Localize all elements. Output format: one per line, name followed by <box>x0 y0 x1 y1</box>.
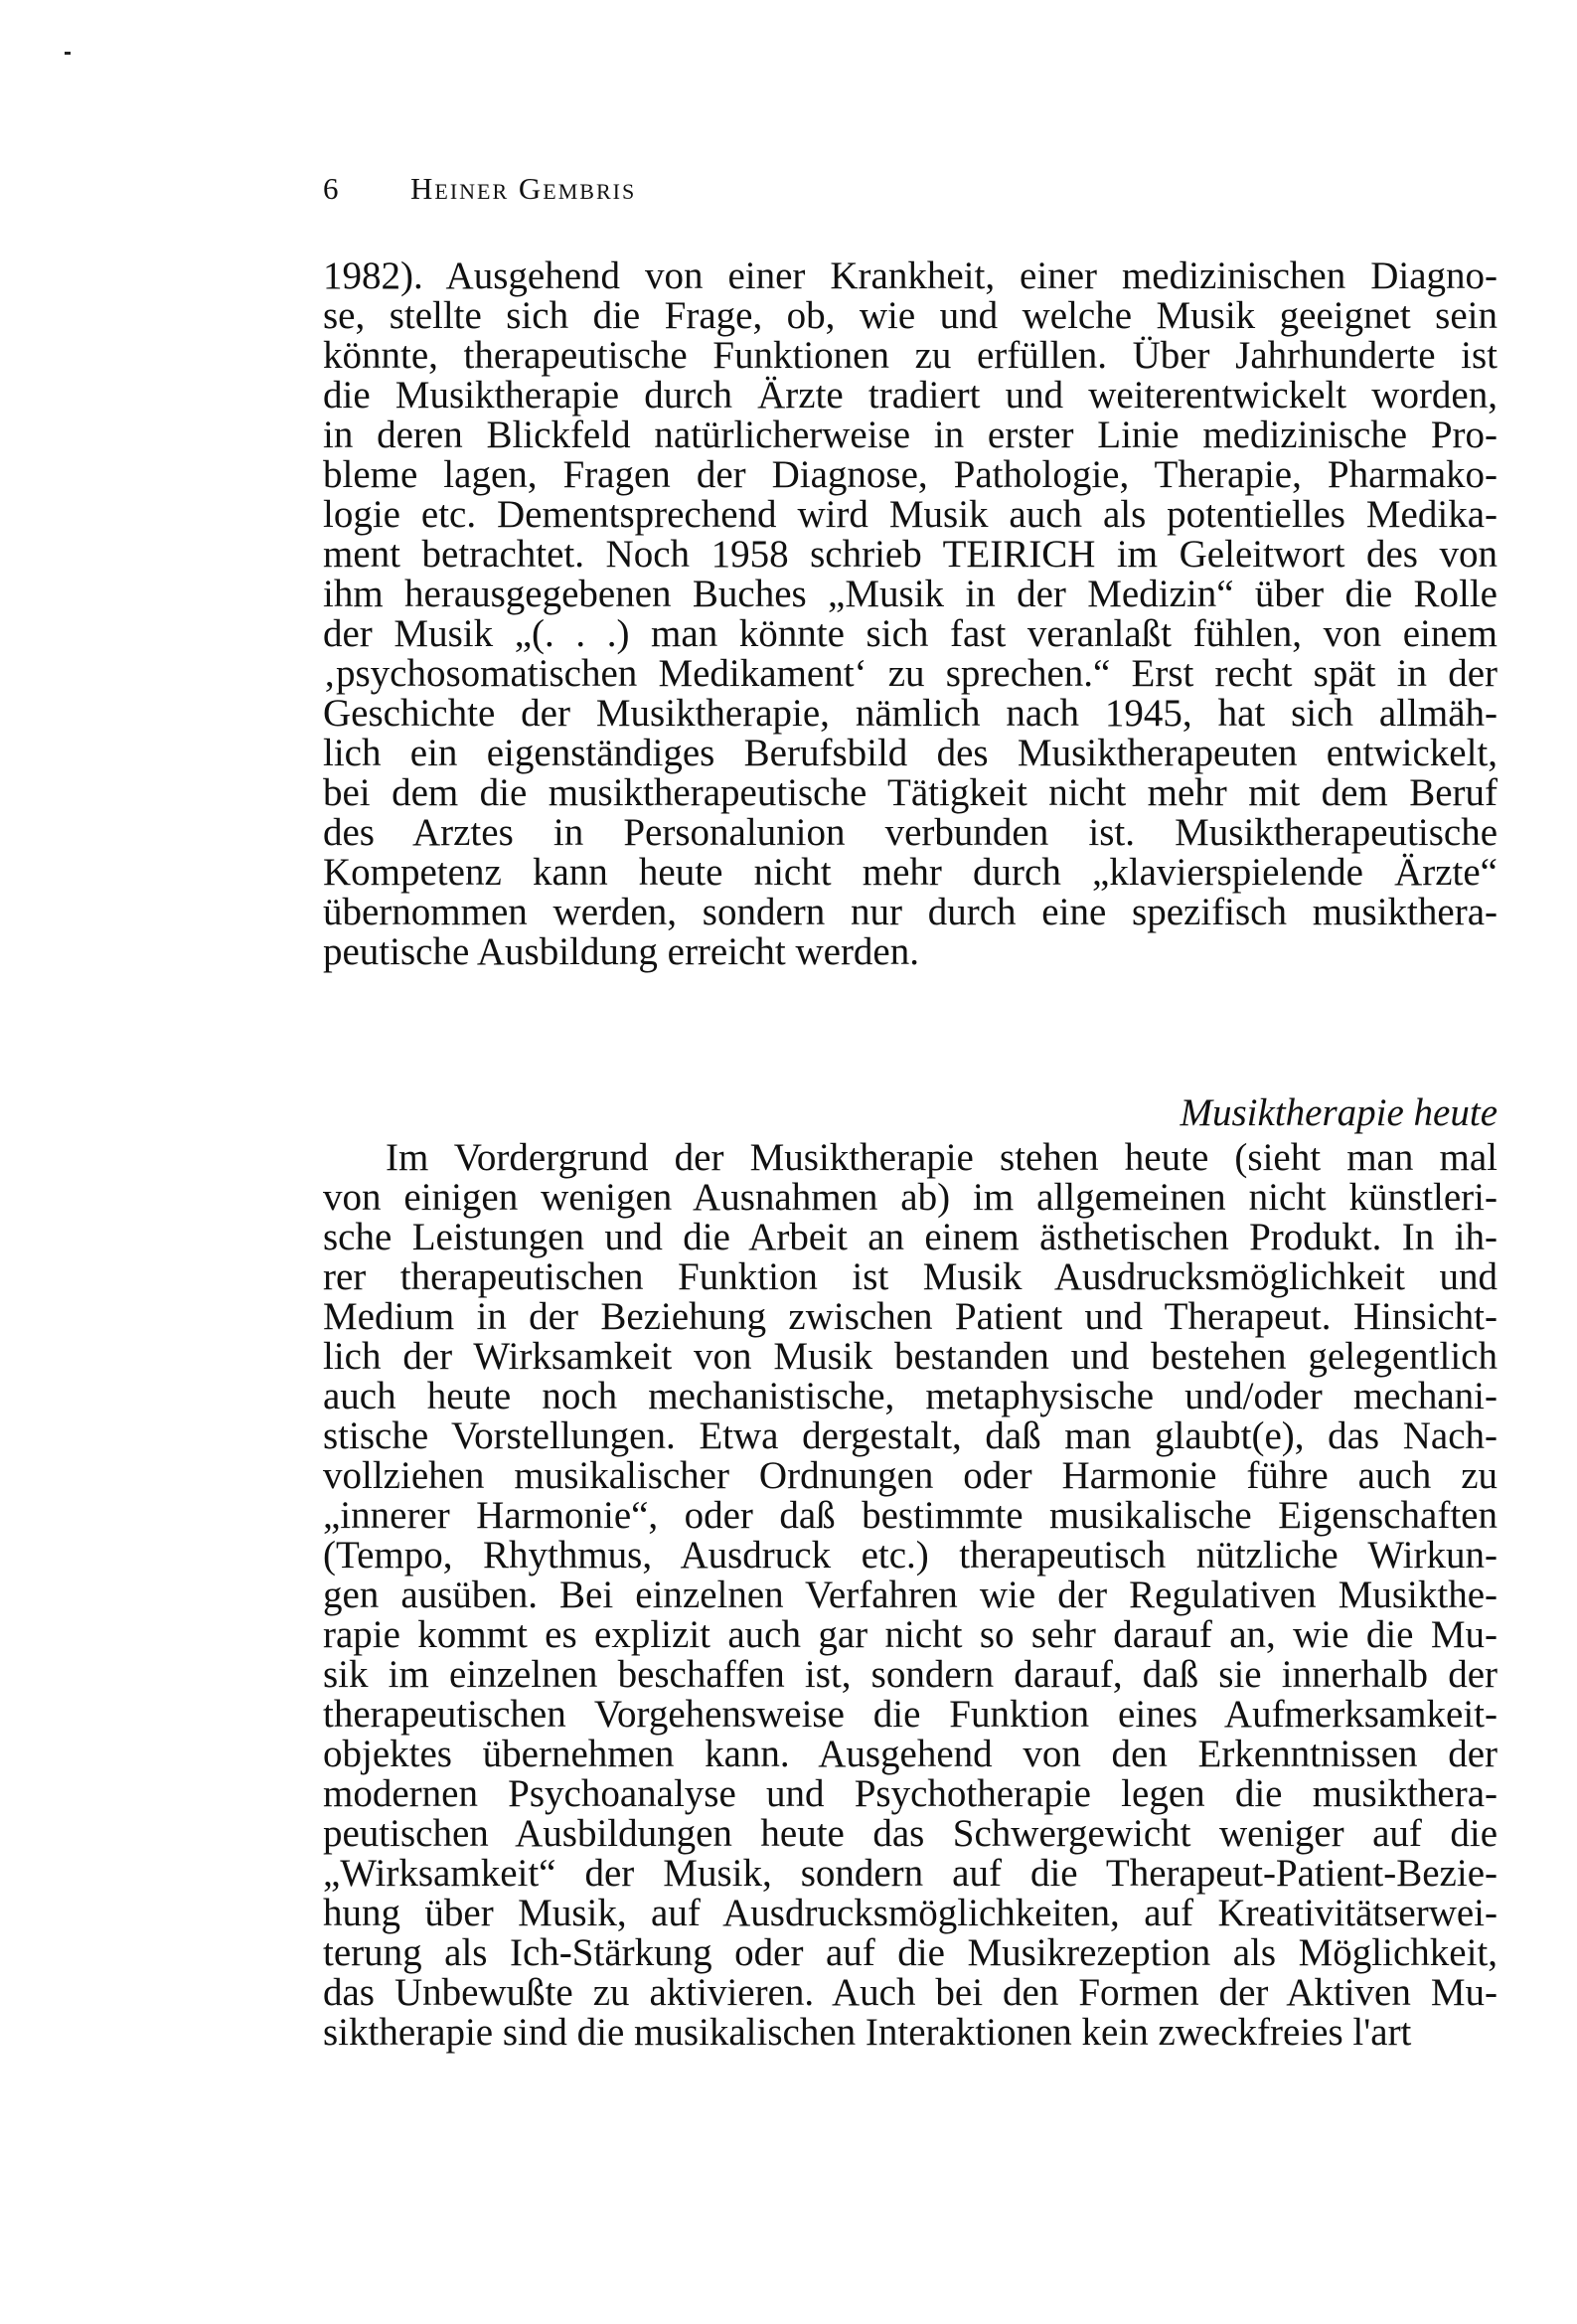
text-line: objektes übernehmen kann. Ausgehend von den Erkenntnissen der <box>323 1733 1498 1775</box>
text-line: „innerer Harmonie“, oder daß bestimmte musikalische Eigenschaften <box>323 1494 1498 1537</box>
text-line: bleme lagen, Fragen der Diagnose, Pathologie, Therapie, Pharmako- <box>323 453 1498 496</box>
text-line: rapie kommt es explizit auch gar nicht so sehr darauf an, wie die Mu- <box>323 1613 1498 1656</box>
text-line: ihm herausgegebenen Buches „Musik in der Medizin“ über die Rolle <box>323 573 1498 615</box>
scan-mark <box>65 52 71 55</box>
text-line: vollziehen musikalischer Ordnungen oder Harmonie führe auch zu <box>323 1454 1498 1497</box>
text-line: stische Vorstellungen. Etwa dergestalt, daß man glaubt(e), das Nach- <box>323 1414 1498 1457</box>
text-line: hung über Musik, auf Ausdrucksmöglichkeiten, auf Kreativitätserwei- <box>323 1892 1498 1934</box>
text-line: se, stellte sich die Frage, ob, wie und welche Musik geeignet sein <box>323 294 1498 337</box>
text-line: von einigen wenigen Ausnahmen ab) im allgemeinen nicht künstleri- <box>323 1176 1498 1219</box>
text-line: sik im einzelnen beschaffen ist, sondern darauf, daß sie innerhalb der <box>323 1653 1498 1696</box>
text-line: auch heute noch mechanistische, metaphysische und/oder mechani- <box>323 1375 1498 1417</box>
text-line: ‚psychosomatischen Medikament‘ zu sprechen.“ Erst recht spät in der <box>323 652 1498 695</box>
text-line: modernen Psychoanalyse und Psychotherapie legen die musikthera- <box>323 1772 1498 1815</box>
running-head <box>323 169 636 209</box>
running-head-author: Heiner Gembris <box>410 171 637 206</box>
text-line: das Unbewußte zu aktivieren. Auch bei den Formen der Aktiven Mu- <box>323 1971 1498 2014</box>
text-line: die Musiktherapie durch Ärzte tradiert und weiterentwickelt worden, <box>323 374 1498 416</box>
text-line: in deren Blickfeld natürlicherweise in erster Linie medizinische Pro- <box>323 414 1498 456</box>
text-line: ment betrachtet. Noch 1958 schrieb TEIRICH im Geleitwort des von <box>323 533 1498 576</box>
page-number: 6 <box>323 171 340 206</box>
text-line: 1982). Ausgehend von einer Krankheit, einer medizinischen Diagno- <box>323 254 1498 297</box>
text-line: lich ein eigenständiges Berufsbild des Musiktherapeuten entwickelt, <box>323 732 1498 774</box>
text-line: bei dem die musiktherapeutische Tätigkeit nicht mehr mit dem Beruf <box>323 771 1498 814</box>
text-line: Medium in der Beziehung zwischen Patient und Therapeut. Hinsicht- <box>323 1295 1498 1338</box>
text-line: logie etc. Dementsprechend wird Musik auch als potentielles Medika- <box>323 493 1498 536</box>
text-line: therapeutischen Vorgehensweise die Funktion eines Aufmerksamkeit- <box>323 1693 1498 1736</box>
text-line: lich der Wirksamkeit von Musik bestanden und bestehen gelegentlich <box>323 1335 1498 1378</box>
text-line: der Musik „(. . .) man könnte sich fast veranlaßt fühlen, von einem <box>323 612 1498 655</box>
text-line: peutischen Ausbildungen heute das Schwergewicht weniger auf die <box>323 1812 1498 1855</box>
text-line: terung als Ich-Stärkung oder auf die Musikrezeption als Möglichkeit, <box>323 1931 1498 1974</box>
paragraph-musiktherapie-heute <box>323 1138 1498 2053</box>
text-line: (Tempo, Rhythmus, Ausdruck etc.) therapeutisch nützliche Wirkun- <box>323 1534 1498 1577</box>
section-heading: Musiktherapie heute <box>1180 1091 1498 1134</box>
text-line: sche Leistungen und die Arbeit an einem ästhetischen Produkt. In ih- <box>323 1216 1498 1258</box>
text-line: siktherapie sind die musikalischen Interaktionen kein zweckfreies l'art <box>323 2011 1412 2054</box>
paragraph-continued <box>323 256 1498 972</box>
text-line: Geschichte der Musiktherapie, nämlich nach 1945, hat sich allmäh- <box>323 692 1498 735</box>
text-line: „Wirksamkeit“ der Musik, sondern auf die Therapeut-Patient-Bezie- <box>323 1852 1498 1895</box>
text-line: könnte, therapeutische Funktionen zu erfüllen. Über Jahrhunderte ist <box>323 334 1498 377</box>
text-line: Kompetenz kann heute nicht mehr durch „klavierspielende Ärzte“ <box>323 851 1498 894</box>
text-line: rer therapeutischen Funktion ist Musik Ausdrucksmöglichkeit und <box>323 1255 1498 1298</box>
text-line: Im Vordergrund der Musiktherapie stehen heute (sieht man mal <box>386 1136 1498 1179</box>
text-line: des Arztes in Personalunion verbunden ist. Musiktherapeutische <box>323 811 1498 854</box>
text-line: übernommen werden, sondern nur durch eine spezifisch musikthera- <box>323 891 1498 933</box>
text-line: peutische Ausbildung erreicht werden. <box>323 930 919 973</box>
text-line: gen ausüben. Bei einzelnen Verfahren wie der Regulativen Musikthe- <box>323 1574 1498 1616</box>
